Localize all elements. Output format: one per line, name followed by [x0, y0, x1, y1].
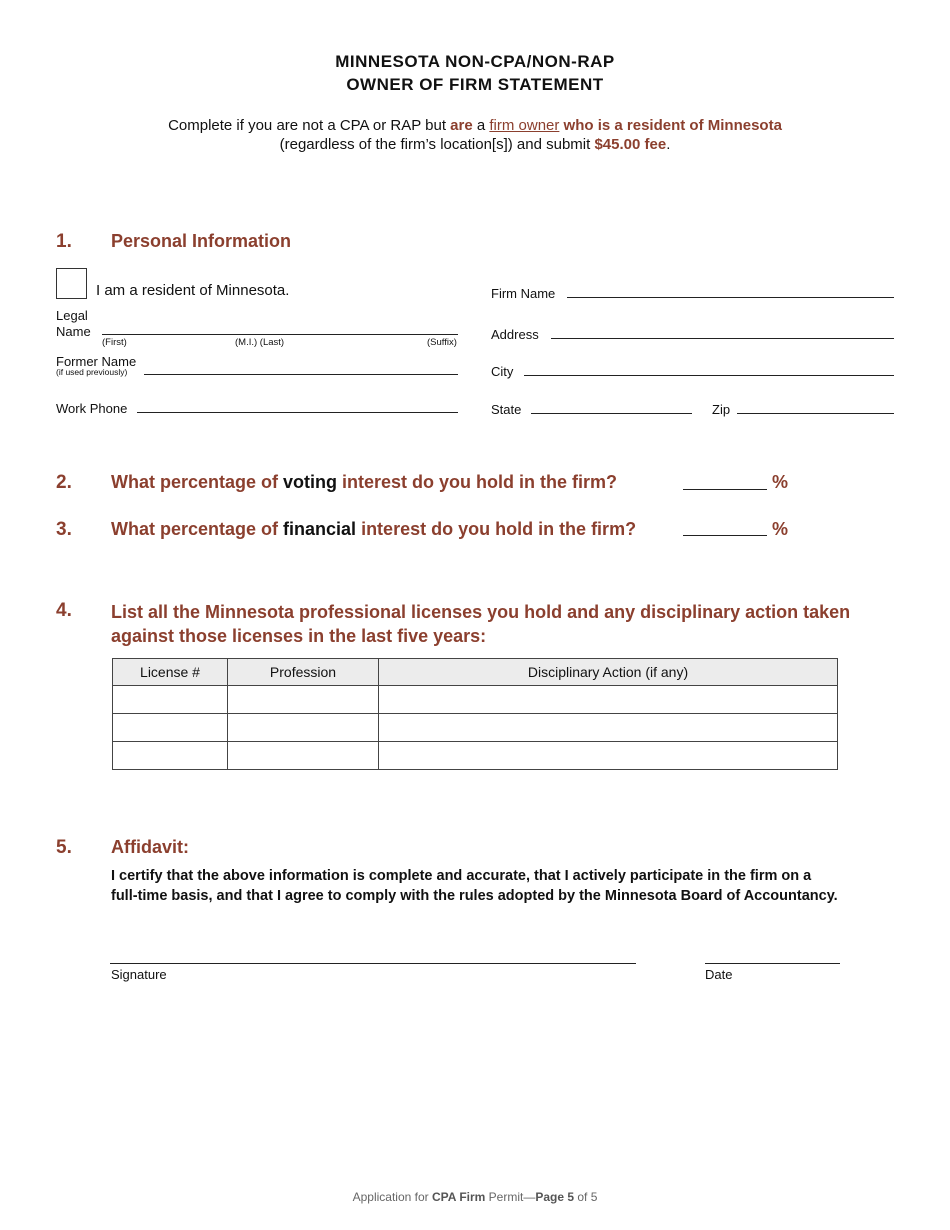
form-title-line1: MINNESOTA NON-CPA/NON-RAP [335, 52, 615, 71]
name-part-first: (First) [102, 337, 127, 348]
col-profession: Profession [228, 659, 379, 686]
section-2-number: 2. [56, 472, 72, 493]
col-license-number: License # [113, 659, 228, 686]
name-part-mi-last: (M.I.) (Last) [235, 337, 285, 348]
legal-name-label: Name [56, 324, 91, 339]
resident-checkbox-label: I am a resident of Minnesota. [96, 282, 290, 299]
former-name-note: (if used previously) [56, 367, 128, 377]
affidavit-line2: full-time basis, and that I agree to comply with the rules adopted by the Minnesota Board of Accountancy. [111, 888, 838, 904]
footer-text: Permit— [485, 1190, 536, 1204]
section-5-number: 5. [56, 837, 72, 858]
question-keyword: voting [283, 472, 338, 492]
table-row [113, 714, 838, 742]
footer-firm: CPA Firm [431, 1190, 486, 1204]
license-number-cell[interactable] [113, 742, 228, 770]
date-field[interactable] [705, 963, 840, 964]
page-footer [0, 1190, 950, 1204]
resident-checkbox[interactable] [56, 268, 87, 299]
section-3-question [111, 519, 636, 540]
work-phone-label: Work Phone [56, 401, 128, 416]
profession-cell[interactable] [228, 714, 379, 742]
license-number-cell[interactable] [113, 686, 228, 714]
address-field[interactable] [551, 338, 894, 339]
intro-line1 [0, 117, 950, 134]
footer-text: Application for [352, 1190, 432, 1204]
footer-text: of 5 [574, 1190, 598, 1204]
profession-cell[interactable] [228, 742, 379, 770]
section-1-title: Personal Information [111, 231, 292, 251]
zip-field[interactable] [737, 413, 894, 414]
question-text: What percentage of [111, 519, 284, 539]
affidavit-line1: I certify that the above information is complete and accurate, that I actively participate in the firm on a [111, 868, 812, 884]
footer-page-number: Page 5 [535, 1190, 575, 1204]
intro-text: a [472, 117, 490, 134]
city-field[interactable] [524, 375, 894, 376]
signature-label: Signature [111, 967, 167, 982]
section-5-title: Affidavit: [111, 837, 189, 857]
legal-name-field[interactable] [102, 334, 458, 335]
former-name-field[interactable] [144, 374, 458, 375]
col-disciplinary-action: Disciplinary Action (if any) [379, 659, 838, 686]
table-row [113, 686, 838, 714]
disciplinary-action-cell[interactable] [379, 686, 838, 714]
table-header-row [113, 659, 838, 686]
intro-emphasis: who is a resident of Minnesota [559, 117, 782, 134]
intro-line2 [0, 136, 950, 153]
voting-percentage-field[interactable] [683, 489, 767, 490]
intro-text: (regardless of the firm’s location[s]) and submit [279, 136, 595, 153]
financial-percent-sign: % [772, 519, 789, 539]
signature-field[interactable] [110, 963, 636, 964]
work-phone-field[interactable] [137, 412, 458, 413]
legal-name-label: Legal [56, 308, 88, 323]
name-part-suffix: (Suffix) [427, 337, 457, 348]
question-text: interest do you hold in the firm? [356, 519, 637, 539]
section-3-number: 3. [56, 519, 72, 540]
firm-owner-link[interactable]: firm owner [489, 117, 560, 134]
state-field[interactable] [531, 413, 692, 414]
section-4-title-line2: against those licenses in the last five years: [111, 626, 487, 646]
disciplinary-action-cell[interactable] [379, 742, 838, 770]
address-label: Address [491, 327, 539, 342]
section-4-number: 4. [56, 600, 72, 621]
state-label: State [491, 402, 522, 417]
intro-text: . [666, 136, 671, 153]
firm-name-label: Firm Name [491, 286, 556, 301]
disciplinary-action-cell[interactable] [379, 714, 838, 742]
intro-emphasis: are [450, 117, 473, 134]
licenses-table [112, 658, 838, 770]
intro-text: Complete if you are not a CPA or RAP but [168, 117, 451, 134]
license-number-cell[interactable] [113, 714, 228, 742]
question-text: interest do you hold in the firm? [337, 472, 618, 492]
firm-name-field[interactable] [567, 297, 894, 298]
form-title-line2: OWNER OF FIRM STATEMENT [346, 75, 604, 94]
table-row [113, 742, 838, 770]
affidavit-text [111, 866, 891, 906]
section-4-title [111, 600, 850, 648]
fee-amount: $45.00 fee [594, 136, 667, 153]
section-1-number: 1. [56, 231, 72, 252]
section-4-title-line1: List all the Minnesota professional licenses you hold and any disciplinary action taken [111, 602, 851, 622]
question-keyword: financial [283, 519, 357, 539]
profession-cell[interactable] [228, 686, 379, 714]
voting-percent-sign: % [772, 472, 789, 492]
former-name-label: Former Name [56, 354, 137, 369]
question-text: What percentage of [111, 472, 284, 492]
financial-percentage-field[interactable] [683, 535, 767, 536]
date-label: Date [705, 967, 733, 982]
section-2-question [111, 472, 617, 493]
city-label: City [491, 364, 514, 379]
zip-label: Zip [712, 402, 731, 417]
